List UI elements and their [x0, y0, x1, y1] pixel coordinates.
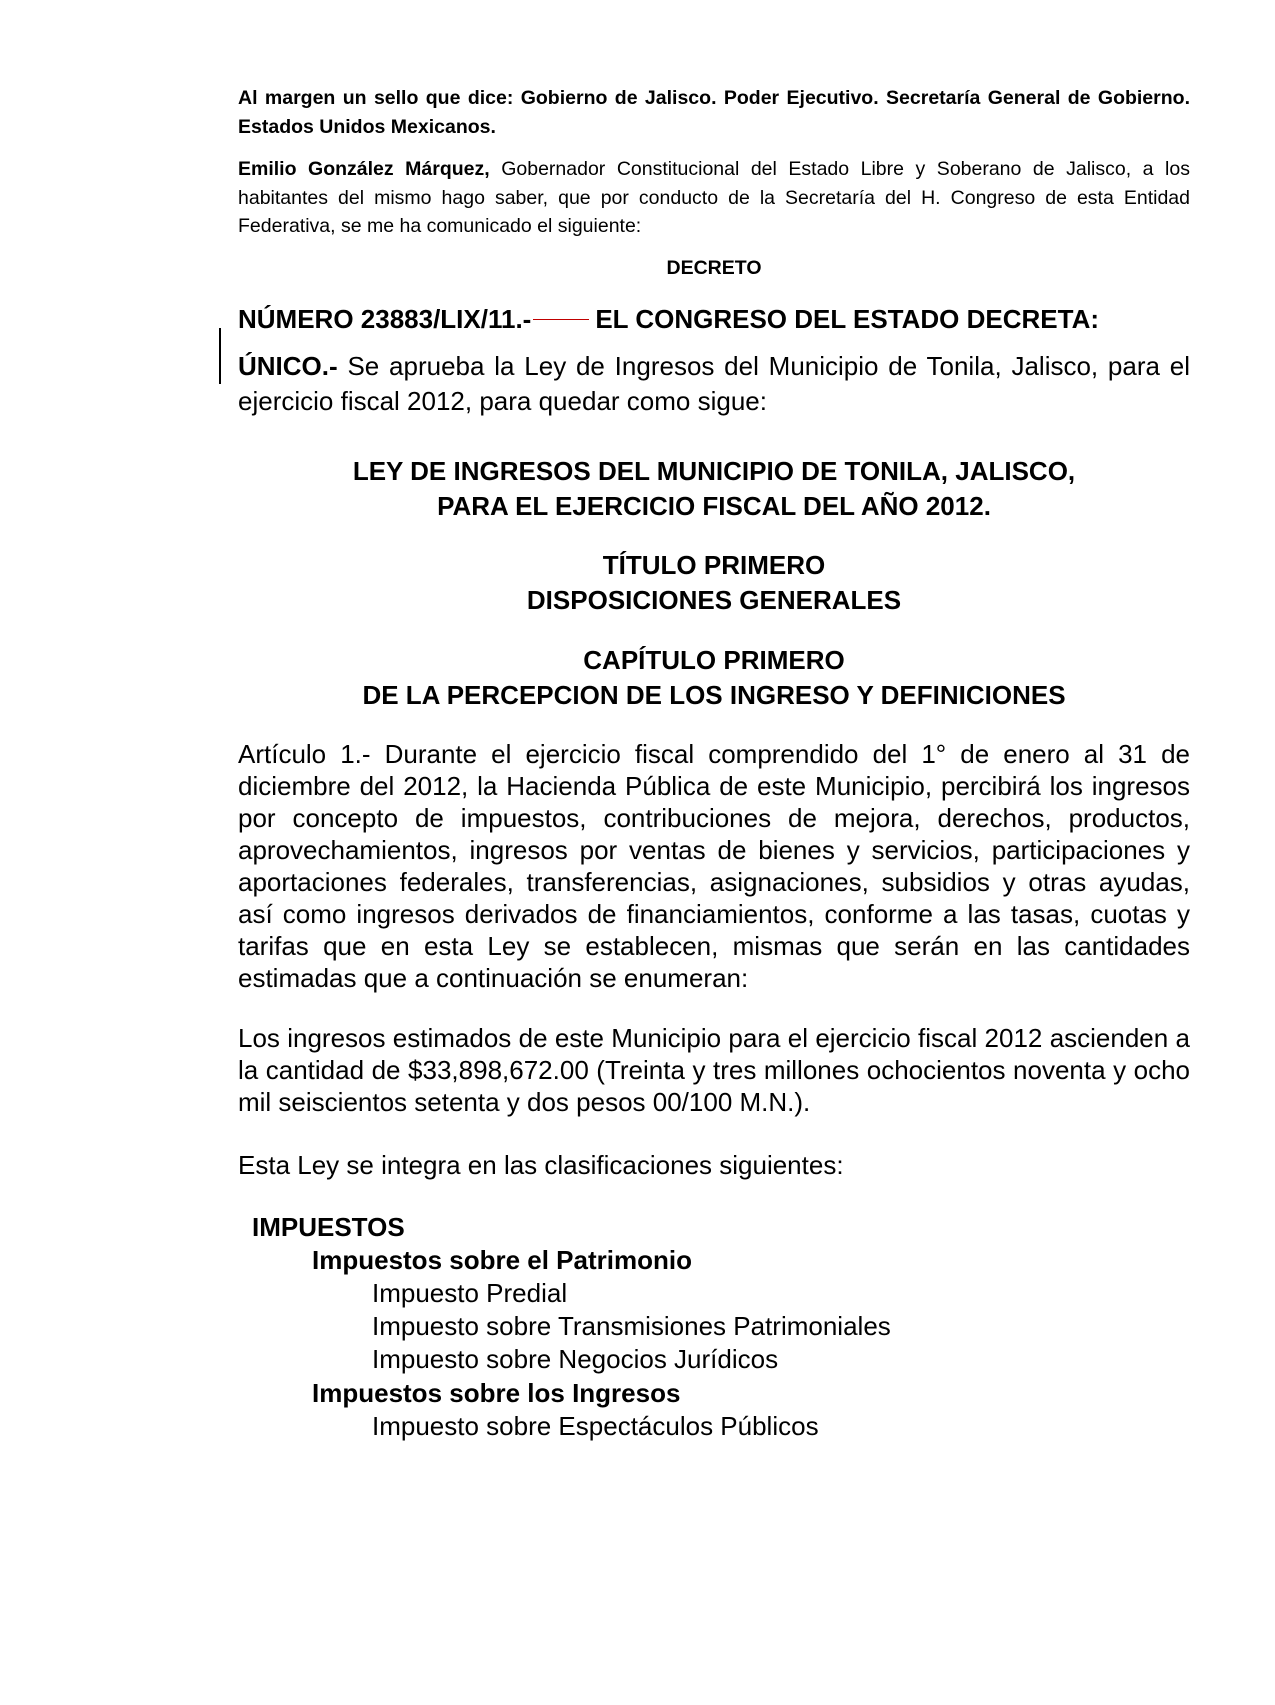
intro-text: Gobernador Constitucional del Estado Libre y Soberano de Jalisco, a los habitantes del mismo hago saber, que por conducto de la Secretaría del H. Congreso de esta Entidad Federativa, se me ha comunicado el siguiente:	[238, 158, 1190, 237]
revision-mark	[533, 319, 589, 320]
list-item: Impuesto sobre Negocios Jurídicos	[372, 1344, 779, 1374]
unico-text: Se aprueba la Ley de Ingresos del Municipio de Tonila, Jalisco, para el ejercicio fiscal 2012, para quedar como sigue:	[238, 351, 1190, 416]
chapter-heading-line-1: CAPÍTULO PRIMERO	[583, 645, 845, 675]
law-title-line-2: PARA EL EJERCICIO FISCAL DEL AÑO 2012.	[437, 490, 991, 521]
governor-name: Emilio González Márquez,	[238, 158, 490, 180]
list-item: Impuesto sobre Transmisiones Patrimoniales	[372, 1311, 891, 1341]
law-title-line-1: LEY DE INGRESOS DEL MUNICIPIO DE TONILA, JALISCO,	[352, 456, 1076, 486]
title-heading-line-2: DISPOSICIONES GENERALES	[526, 584, 902, 615]
classification-heading: IMPUESTOS	[252, 1212, 405, 1242]
law-title	[238, 454, 1190, 523]
classification-intro: Esta Ley se integra en las clasificaciones siguientes:	[238, 1150, 844, 1180]
intro-paragraph	[238, 155, 1190, 241]
revision-change-bar	[219, 328, 221, 384]
margin-note: Al margen un sello que dice: Gobierno de Jalisco. Poder Ejecutivo. Secretaría General de Gobierno. Estados Unidos Mexicanos.	[238, 87, 1190, 138]
chapter-heading	[238, 643, 1190, 712]
unico-paragraph	[238, 349, 1190, 418]
decree-number: NÚMERO 23883/LIX/11.-	[238, 304, 532, 334]
estimated-income: Los ingresos estimados de este Municipio para el ejercicio fiscal 2012 ascienden a la cantidad de $33,898,672.00 (Treinta y tres millones ochocientos noventa y ocho mil seiscientos setenta y dos pesos 00/100 M.N.).	[238, 1023, 1190, 1117]
group-title: Impuestos sobre los Ingresos	[312, 1378, 681, 1408]
article-1: Artículo 1.- Durante el ejercicio fiscal comprendido del 1° de enero al 31 de diciembre del 2012, la Hacienda Pública de este Municipio, percibirá los ingresos por concepto de impuestos, contribuciones de mejora, derechos, productos, aprovechamientos, ingresos por ventas de bienes y servicios, participaciones y aportaciones federales, transferencias, asignaciones, subsidios y otras ayudas, así como ingresos derivados de financiamientos, conforme a las tasas, cuotas y tarifas que en esta Ley se establecen, mismas que serán en las cantidades estimadas que a continuación se enumeran:	[238, 739, 1190, 993]
chapter-heading-line-2: DE LA PERCEPCION DE LOS INGRESO Y DEFINICIONES	[362, 679, 1066, 710]
title-heading	[238, 548, 1190, 617]
group-title: Impuestos sobre el Patrimonio	[312, 1245, 692, 1275]
decree-number-line	[238, 302, 1190, 337]
list-item: Impuesto Predial	[372, 1278, 568, 1308]
decree-title: DECRETO	[666, 257, 762, 279]
list-item: Impuesto sobre Espectáculos Públicos	[372, 1411, 819, 1441]
unico-label: ÚNICO.-	[238, 351, 338, 381]
title-heading-line-1: TÍTULO PRIMERO	[602, 550, 826, 580]
decree-statement: EL CONGRESO DEL ESTADO DECRETA:	[595, 304, 1100, 334]
